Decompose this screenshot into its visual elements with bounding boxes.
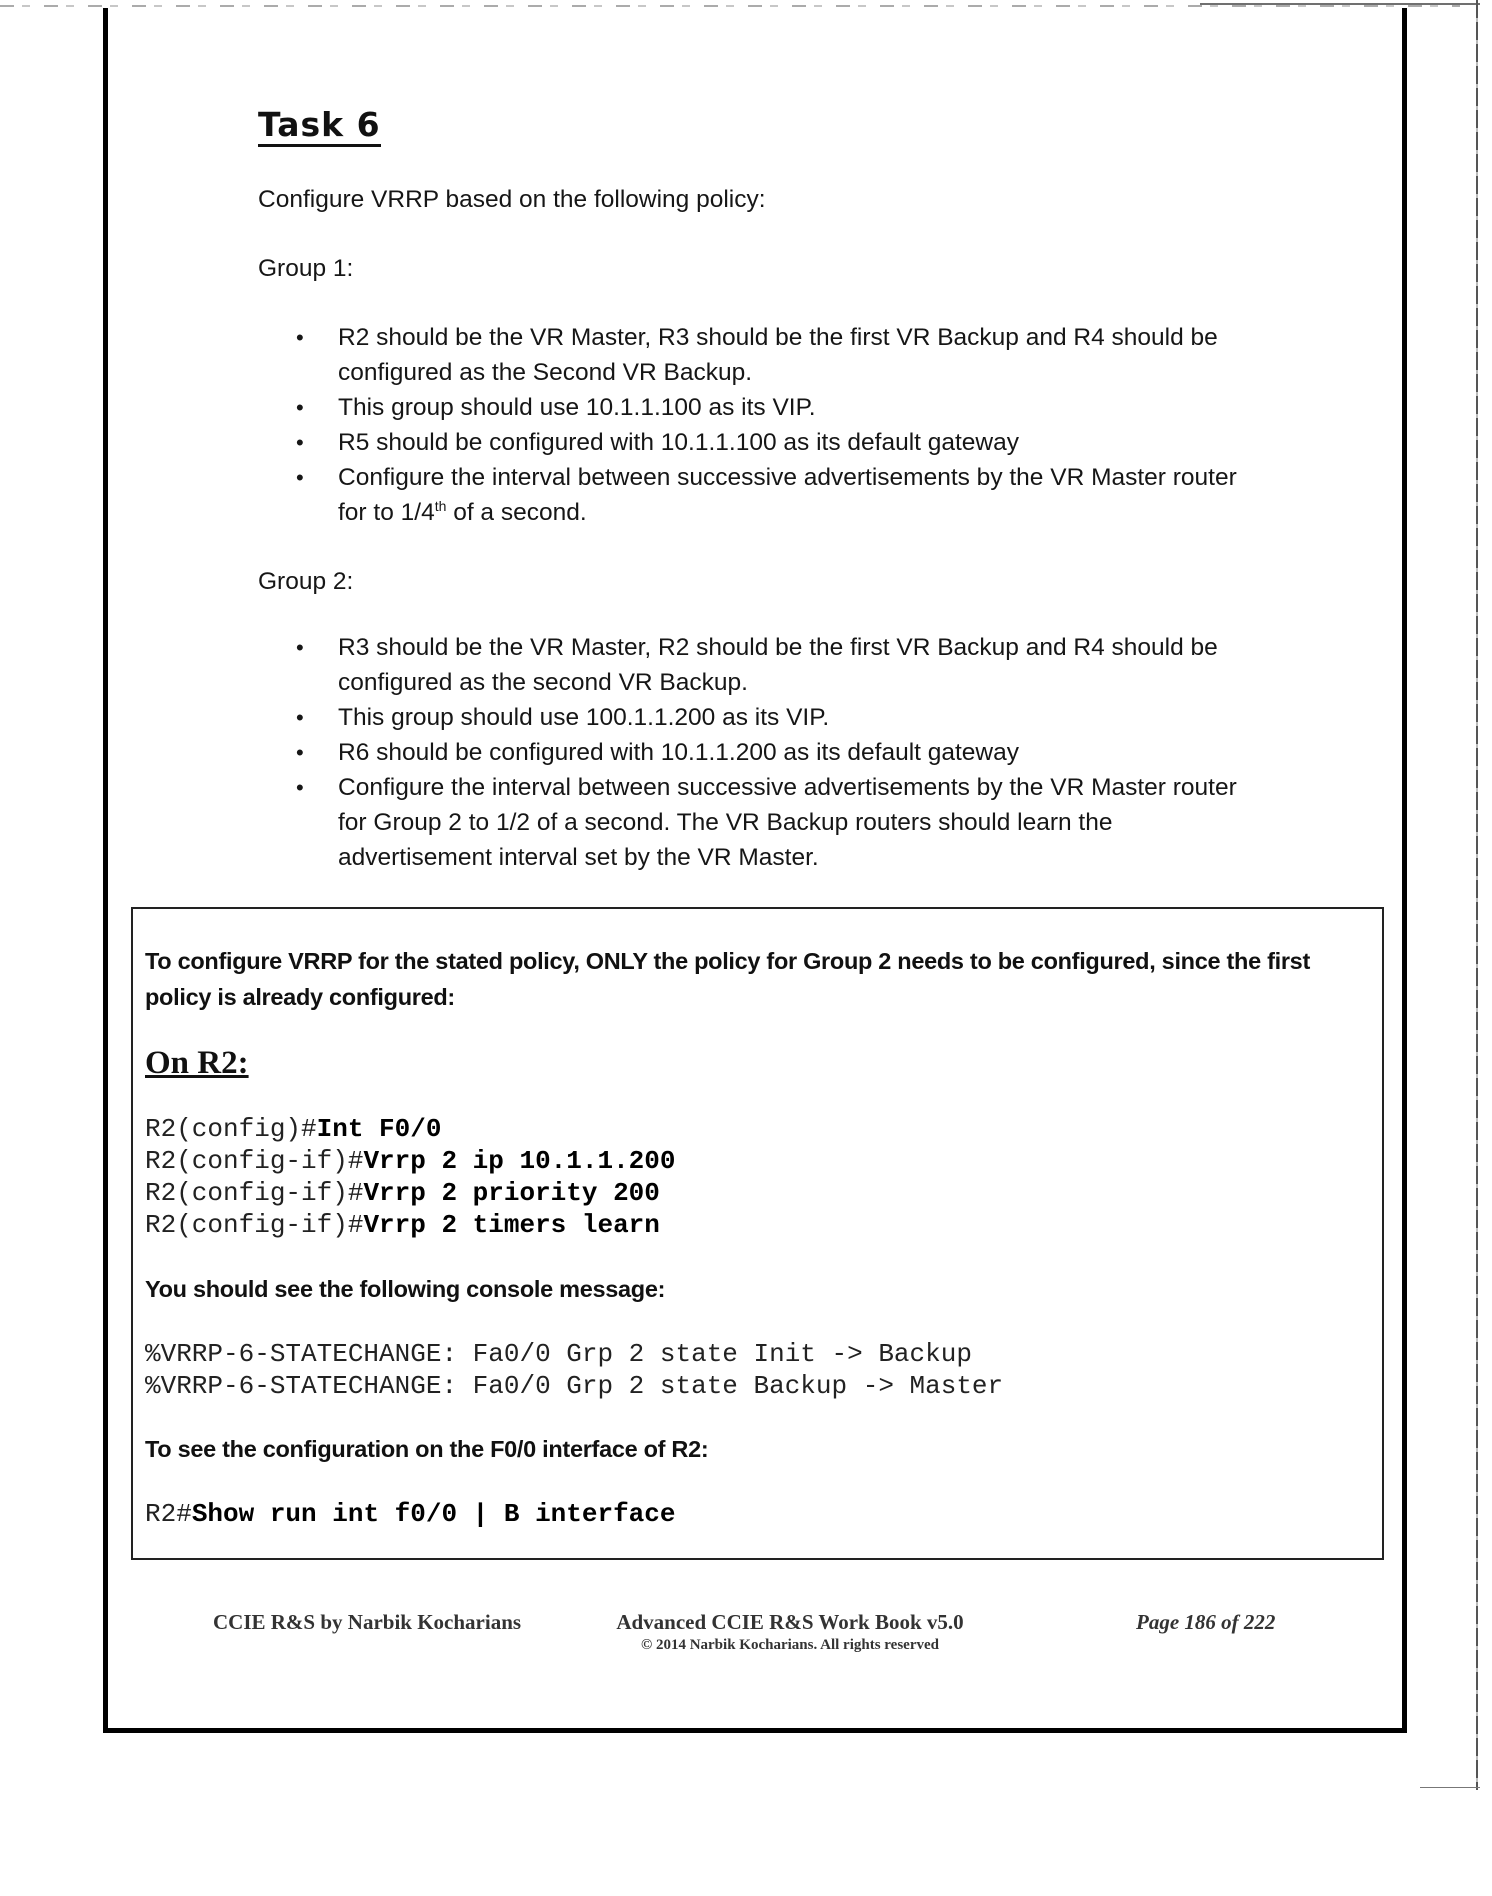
list-item: • R3 should be the VR Master, R2 should be the first VR Backup and R4 should be configured as the second VR Backup.: [296, 630, 1268, 700]
show-command-block: R2#Show run int f0/0 | B interface: [145, 1499, 676, 1529]
group1-bullet-list: [296, 320, 1268, 530]
scan-artifact-top-right: [1200, 3, 1480, 5]
list-item: • This group should use 10.1.1.100 as its VIP.: [296, 390, 1268, 425]
code-line: R2(config)#Int F0/0: [145, 1114, 442, 1144]
bullet-icon: •: [296, 775, 304, 800]
list-item: • Configure the interval between successive advertisements by the VR Master router for Group 2 to 1/2 of a second. The VR Backup routers should learn the advertisement interval set by the VR Master.: [296, 770, 1268, 875]
solution-heading: On R2:: [145, 1045, 249, 1081]
bullet-icon: •: [296, 430, 304, 455]
console-note: You should see the following console message:: [145, 1276, 666, 1302]
group2-label: Group 2:: [258, 568, 354, 595]
task-title: Task 6: [258, 108, 381, 147]
console-line: %VRRP-6-STATECHANGE: Fa0/0 Grp 2 state Backup -> Master: [145, 1371, 1004, 1401]
console-line: %VRRP-6-STATECHANGE: Fa0/0 Grp 2 state Init -> Backup: [145, 1339, 972, 1369]
config-note: To see the configuration on the F0/0 interface of R2:: [145, 1436, 709, 1462]
task-intro: Configure VRRP based on the following policy:: [258, 186, 766, 213]
scan-artifact-top: [0, 5, 1460, 7]
scan-artifact-right-edge: [1476, 0, 1478, 1790]
solution-intro: To configure VRRP for the stated policy, ONLY the policy for Group 2 needs to be configured, since the first policy is already configured:: [145, 948, 1310, 1010]
bullet-icon: •: [296, 325, 304, 350]
config-code-block: [145, 1113, 676, 1241]
code-line: R2(config-if)#Vrrp 2 priority 200: [145, 1178, 660, 1208]
code-line: R2(config-if)#Vrrp 2 timers learn: [145, 1210, 660, 1240]
bullet-icon: •: [296, 635, 304, 660]
footer-book-info: [595, 1610, 985, 1654]
list-item: • R5 should be configured with 10.1.1.100 as its default gateway: [296, 425, 1268, 460]
list-item: • R2 should be the VR Master, R3 should be the first VR Backup and R4 should be configured as the Second VR Backup.: [296, 320, 1268, 390]
bullet-icon: •: [296, 740, 304, 765]
page-number: Page 186 of 222: [1136, 1610, 1276, 1634]
scan-artifact-bottom-edge: [1420, 1787, 1480, 1788]
group1-label: Group 1:: [258, 255, 354, 282]
bullet-icon: •: [296, 705, 304, 730]
bullet-icon: •: [296, 465, 304, 490]
footer-book-title: Advanced CCIE R&S Work Book v5.0: [616, 1610, 964, 1634]
list-item: • This group should use 100.1.1.200 as its VIP.: [296, 700, 1268, 735]
superscript: th: [434, 497, 447, 514]
console-output-block: [145, 1338, 1003, 1402]
code-line: R2(config-if)#Vrrp 2 ip 10.1.1.200: [145, 1146, 676, 1176]
footer-author: CCIE R&S by Narbik Kocharians: [213, 1610, 522, 1634]
bullet-icon: •: [296, 395, 304, 420]
list-item: • Configure the interval between successive advertisements by the VR Master router for to 1/4th of a second.: [296, 460, 1268, 530]
footer-copyright: © 2014 Narbik Kocharians. All rights reserved: [640, 1637, 939, 1653]
list-item: • R6 should be configured with 10.1.1.200 as its default gateway: [296, 735, 1268, 770]
group2-bullet-list: [296, 630, 1268, 875]
